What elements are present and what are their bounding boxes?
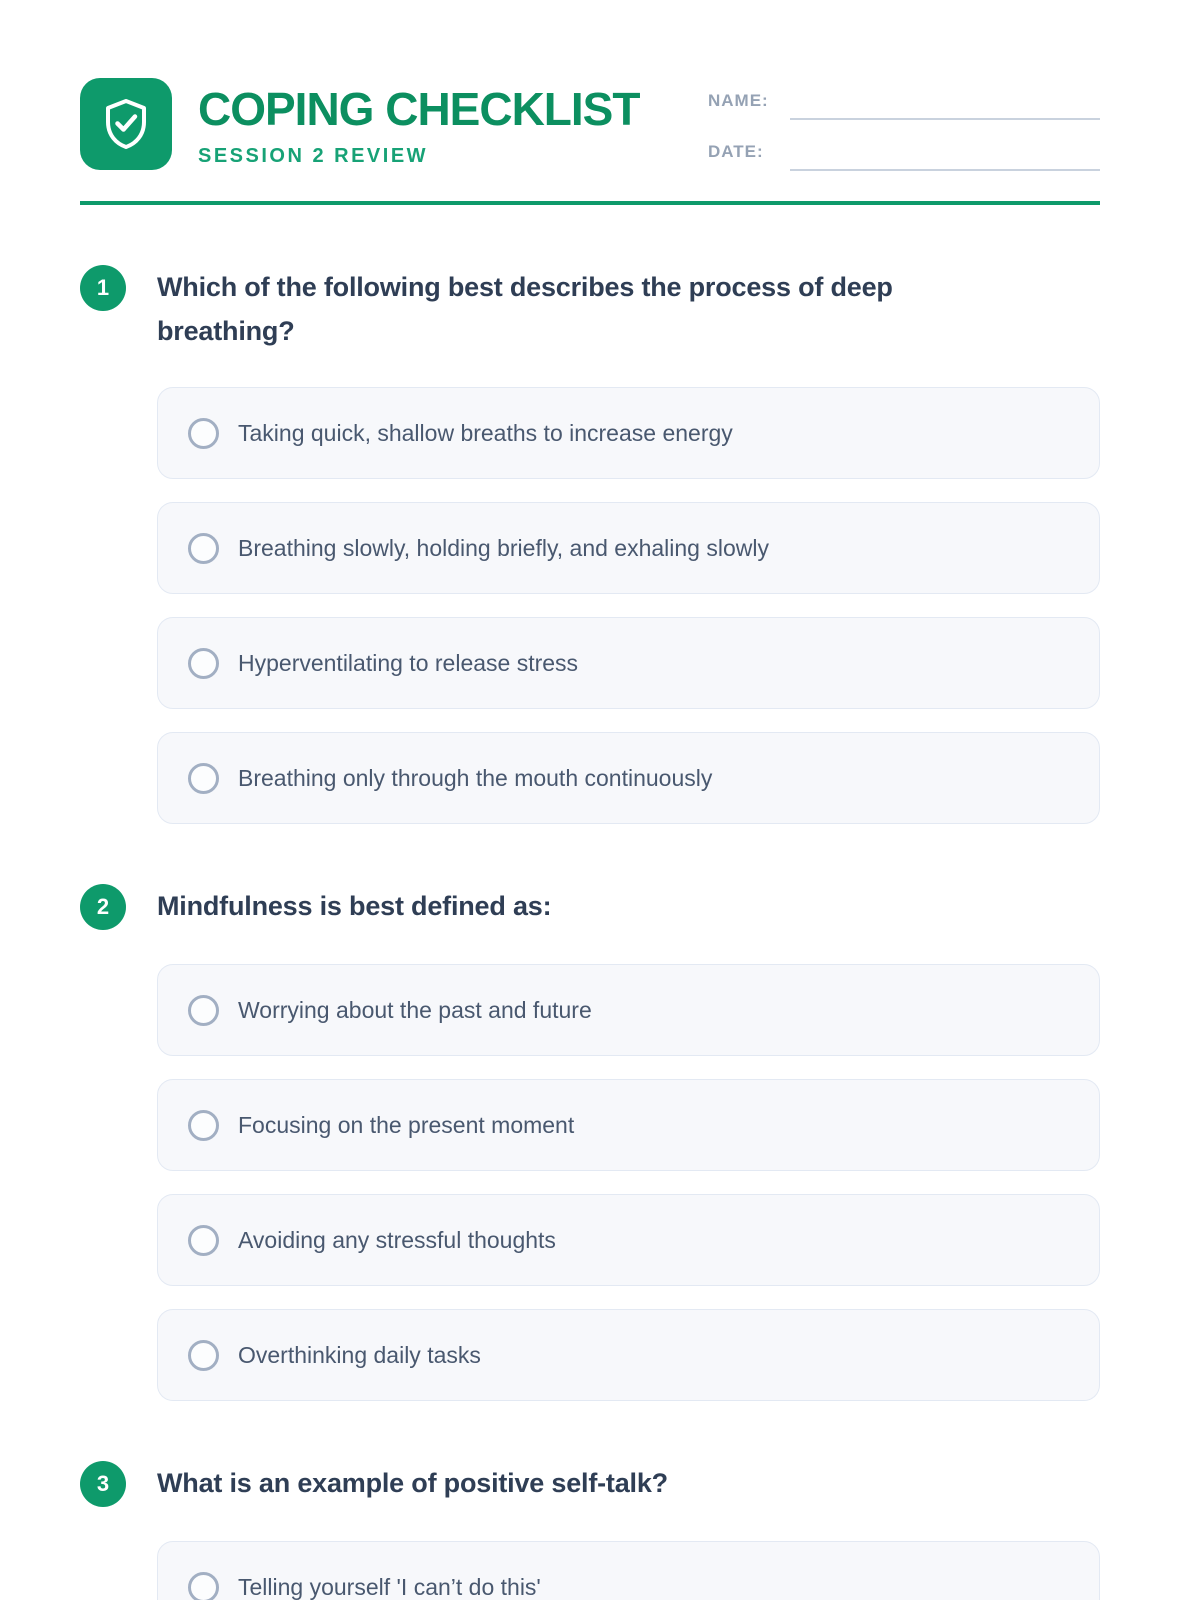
answer-option[interactable] bbox=[157, 387, 1100, 479]
shield-check-glyph bbox=[102, 98, 150, 150]
radio-circle-icon[interactable] bbox=[188, 418, 219, 449]
answer-option[interactable] bbox=[157, 732, 1100, 824]
radio-circle-icon[interactable] bbox=[188, 533, 219, 564]
name-date-fields bbox=[708, 78, 1100, 171]
question-1 bbox=[80, 265, 1100, 824]
date-label: DATE: bbox=[708, 142, 764, 161]
question-number-badge: 2 bbox=[80, 884, 126, 930]
radio-circle-icon[interactable] bbox=[188, 763, 219, 794]
radio-circle-icon[interactable] bbox=[188, 1340, 219, 1371]
question-3-head bbox=[80, 1461, 1100, 1507]
option-label: Overthinking daily tasks bbox=[238, 1341, 481, 1368]
option-label: Telling yourself 'I can’t do this' bbox=[238, 1573, 541, 1600]
name-label: NAME: bbox=[708, 91, 769, 110]
radio-circle-icon[interactable] bbox=[188, 1110, 219, 1141]
option-label: Focusing on the present moment bbox=[238, 1111, 575, 1138]
question-1-head bbox=[80, 265, 1100, 353]
shield-check-icon bbox=[80, 78, 172, 170]
name-input-line[interactable] bbox=[790, 90, 1100, 120]
question-3 bbox=[80, 1461, 1100, 1600]
question-2-options bbox=[157, 964, 1100, 1401]
header bbox=[80, 78, 1100, 171]
question-text: Which of the following best describes the process of deep breathing? bbox=[157, 272, 893, 346]
option-label: Hyperventilating to release stress bbox=[238, 649, 579, 676]
answer-option[interactable] bbox=[157, 617, 1100, 709]
header-divider bbox=[80, 201, 1100, 205]
title-block bbox=[198, 78, 639, 168]
radio-circle-icon[interactable] bbox=[188, 1572, 219, 1600]
option-label: Avoiding any stressful thoughts bbox=[238, 1226, 556, 1253]
page-subtitle: SESSION 2 REVIEW bbox=[198, 145, 429, 167]
answer-option[interactable] bbox=[157, 1194, 1100, 1286]
question-text: Mindfulness is best defined as: bbox=[157, 891, 552, 921]
question-number-badge: 1 bbox=[80, 265, 126, 311]
question-text: What is an example of positive self-talk? bbox=[157, 1468, 668, 1498]
answer-option[interactable] bbox=[157, 1079, 1100, 1171]
radio-circle-icon[interactable] bbox=[188, 648, 219, 679]
option-label: Worrying about the past and future bbox=[238, 996, 592, 1023]
radio-circle-icon[interactable] bbox=[188, 995, 219, 1026]
option-label: Breathing only through the mouth continuously bbox=[238, 764, 713, 791]
date-input-line[interactable] bbox=[790, 141, 1100, 171]
question-1-options bbox=[157, 387, 1100, 824]
question-2-head bbox=[80, 884, 1100, 930]
option-label: Breathing slowly, holding briefly, and exhaling slowly bbox=[238, 534, 769, 561]
questions-list bbox=[80, 265, 1100, 1600]
name-field-row bbox=[708, 90, 1100, 120]
answer-option[interactable] bbox=[157, 964, 1100, 1056]
page-title: COPING CHECKLIST bbox=[198, 83, 640, 135]
answer-option[interactable] bbox=[157, 1309, 1100, 1401]
question-2 bbox=[80, 884, 1100, 1401]
date-field-row bbox=[708, 141, 1100, 171]
question-3-options bbox=[157, 1541, 1100, 1600]
radio-circle-icon[interactable] bbox=[188, 1225, 219, 1256]
answer-option[interactable] bbox=[157, 1541, 1100, 1600]
question-number-badge: 3 bbox=[80, 1461, 126, 1507]
answer-option[interactable] bbox=[157, 502, 1100, 594]
option-label: Taking quick, shallow breaths to increase energy bbox=[238, 419, 733, 446]
